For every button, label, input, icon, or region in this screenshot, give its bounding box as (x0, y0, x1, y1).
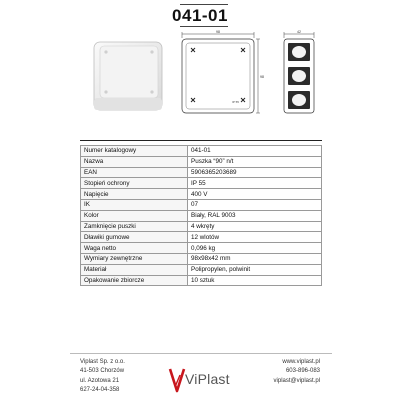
spec-value: Polipropylen, polwinit (188, 264, 322, 275)
technical-drawing-side (276, 30, 322, 130)
company-city: 41-503 Chorzów (80, 368, 125, 375)
table-row (81, 178, 322, 189)
spec-label: Napięcie (81, 189, 188, 200)
spec-value: 12 wlotów (188, 232, 322, 243)
specification-table (80, 145, 322, 286)
table-row (81, 146, 322, 157)
depth-dimension-label: 42 (297, 30, 301, 34)
table-row (81, 189, 322, 200)
spec-label: Dławiki gumowe (81, 232, 188, 243)
technical-drawing-front (174, 30, 262, 130)
spec-value: 98x98x42 mm (188, 253, 322, 264)
spec-value: 4 wkręty (188, 221, 322, 232)
spec-value: 041-01 (188, 146, 322, 157)
company-phone-mobile: 603-896-083 (285, 368, 320, 375)
table-row (81, 232, 322, 243)
company-phone: 627-24-04-358 (80, 386, 120, 393)
company-website[interactable]: www.viplast.pl (282, 359, 320, 365)
spec-label: Wymiary zewnętrzne (81, 253, 188, 264)
spec-label: Waga netto (81, 243, 188, 254)
spec-label: Kolor (81, 210, 188, 221)
company-email[interactable]: viplast@viplast.pl (273, 377, 320, 384)
company-street: ul. Azotowa 21 (80, 377, 120, 384)
lid-marking: IP 55 (232, 100, 239, 104)
section-divider (80, 140, 322, 141)
spec-label: Materiał (81, 264, 188, 275)
spec-value: 0,096 kg (188, 243, 322, 254)
spec-label: Opakowanie zbiorcze (81, 275, 188, 286)
spec-label: Stopień ochrony (81, 178, 188, 189)
spec-value: 10 sztuk (188, 275, 322, 286)
spec-value: Puszka “90” n/t (188, 156, 322, 167)
company-contacts (274, 358, 320, 386)
table-row (81, 167, 322, 178)
spec-value: 07 (188, 199, 322, 210)
footer-rule (70, 353, 332, 354)
spec-value: IP 55 (188, 178, 322, 189)
table-row (81, 156, 322, 167)
title-rule-top (180, 4, 228, 5)
spec-value: 5906365203689 (188, 167, 322, 178)
document-title: 041-01 (172, 6, 228, 25)
spec-label: EAN (81, 167, 188, 178)
table-row (81, 221, 322, 232)
table-row (81, 210, 322, 221)
spec-label: Nazwa (81, 156, 188, 167)
table-row (81, 199, 322, 210)
table-row (81, 253, 322, 264)
height-dimension-label: 98 (260, 75, 264, 79)
spec-label: Numer katalogowy (81, 146, 188, 157)
table-row (81, 243, 322, 254)
spec-label: Zamknięcie puszki (81, 221, 188, 232)
spec-value: Biały, RAL 9003 (188, 210, 322, 221)
spec-label: IK (81, 199, 188, 210)
width-dimension-label: 98 (216, 30, 220, 34)
product-photo (88, 36, 168, 116)
table-row (81, 275, 322, 286)
logo-text: ViPlast (185, 371, 230, 387)
title-rule-bottom (180, 26, 228, 27)
company-name: Viplast Sp. z o.o. (80, 359, 125, 365)
company-address (80, 358, 125, 395)
spec-value: 400 V (188, 189, 322, 200)
table-row (81, 264, 322, 275)
